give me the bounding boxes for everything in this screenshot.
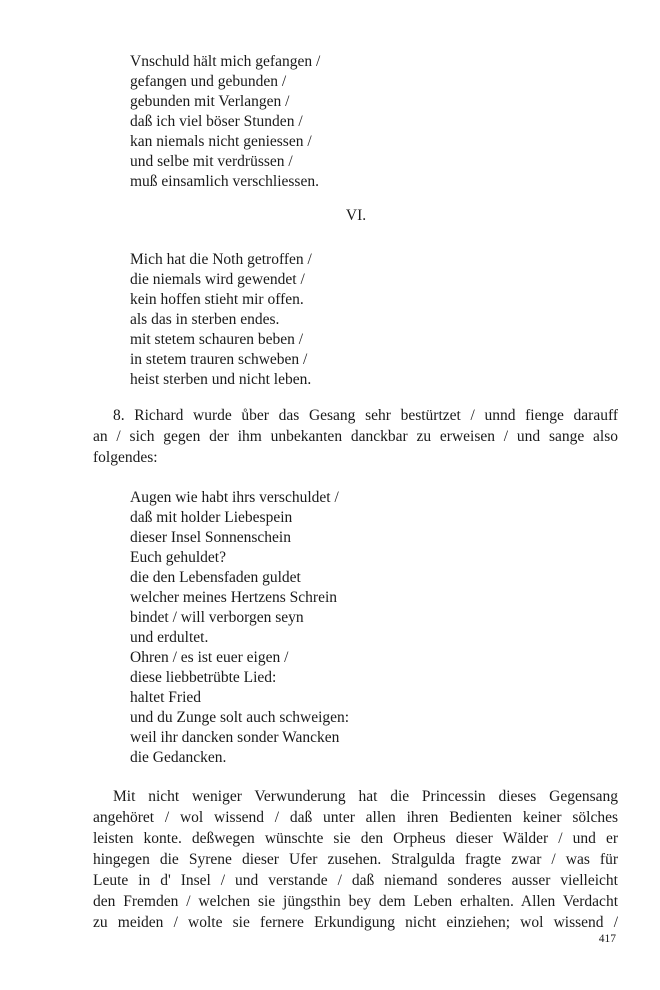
- verse-line: gebunden mit Verlangen /: [130, 93, 290, 110]
- prose-line: zu meiden / wolte sie fernere Erkundigung nicht einziehen; wol wissend /: [93, 914, 618, 931]
- verse-line: daß mit holder Liebespein: [130, 509, 293, 526]
- verse-line: die den Lebensfaden guldet: [130, 569, 301, 586]
- verse-line: daß ich viel böser Stunden /: [130, 113, 303, 130]
- verse-line: kan niemals nicht geniessen /: [130, 133, 312, 150]
- verse-line: gefangen und gebunden /: [130, 73, 287, 90]
- verse-line: heist sterben und nicht leben.: [130, 371, 312, 388]
- verse-line: muß einsamlich verschliessen.: [130, 173, 319, 190]
- verse-line: die Gedancken.: [130, 749, 227, 766]
- prose-line: Leute in d' Insel / und verstande / daß niemand sonderes ausser vielleicht: [93, 872, 618, 889]
- prose-line: leisten konte. deßwegen wünschte sie den Orpheus dieser Wälder / und er: [93, 830, 618, 847]
- verse-line: Euch gehuldet?: [130, 549, 226, 566]
- verse-line: Ohren / es ist euer eigen /: [130, 649, 289, 666]
- verse-line: und du Zunge solt auch schweigen:: [130, 709, 350, 726]
- prose-line: hingegen die Syrene dieser Ufer zusehen. Stralgulda fragte zwar / was für: [93, 851, 618, 868]
- verse-line: in stetem trauren schweben /: [130, 351, 308, 368]
- verse-line: Vnschuld hält mich gefangen /: [130, 53, 321, 70]
- prose-line: an / sich gegen der ihm unbekanten danckbar zu erweisen / und sange also: [93, 428, 618, 445]
- verse-line: dieser Insel Sonnenschein: [130, 529, 291, 546]
- verse-line: Mich hat die Noth getroffen /: [130, 251, 312, 268]
- prose-line: angehöret / wol wissend / daß unter allen ihren Bedienten keiner sölches: [93, 809, 618, 826]
- prose-line: folgendes:: [93, 449, 158, 466]
- verse-line: welcher meines Hertzens Schrein: [130, 589, 338, 606]
- song-stanza: [130, 488, 349, 768]
- prose-line: den Fremden / welchen sie jüngsthin bey dem Leben erhalten. Allen Verdacht: [93, 893, 618, 910]
- verse-line: bindet / will verborgen seyn: [130, 609, 304, 626]
- verse-line: weil ihr dancken sonder Wancken: [130, 729, 340, 746]
- section-heading: VI.: [345, 207, 367, 224]
- paragraph-final: [93, 786, 618, 933]
- verse-line: haltet Fried: [130, 689, 202, 706]
- verse-line: als das in sterben endes.: [130, 311, 280, 328]
- verse-line: und selbe mit verdrüssen /: [130, 153, 293, 170]
- stanza-1: [130, 52, 320, 192]
- paragraph-8: [93, 405, 618, 468]
- stanza-2: [130, 250, 312, 390]
- verse-line: die niemals wird gewendet /: [130, 271, 305, 288]
- verse-line: Augen wie habt ihrs verschuldet /: [130, 489, 339, 506]
- verse-line: kein hoffen stieht mir offen.: [130, 291, 304, 308]
- verse-line: mit stetem schauren beben /: [130, 331, 304, 348]
- verse-line: und erdultet.: [130, 629, 209, 646]
- prose-line: 8. Richard wurde ůber das Gesang sehr bestürtzet / unnd fienge darauff: [113, 407, 618, 424]
- prose-line: Mit nicht weniger Verwunderung hat die Princessin dieses Gegensang: [113, 788, 618, 805]
- page-number: 417: [598, 933, 616, 945]
- verse-line: diese liebbetrübte Lied:: [130, 669, 277, 686]
